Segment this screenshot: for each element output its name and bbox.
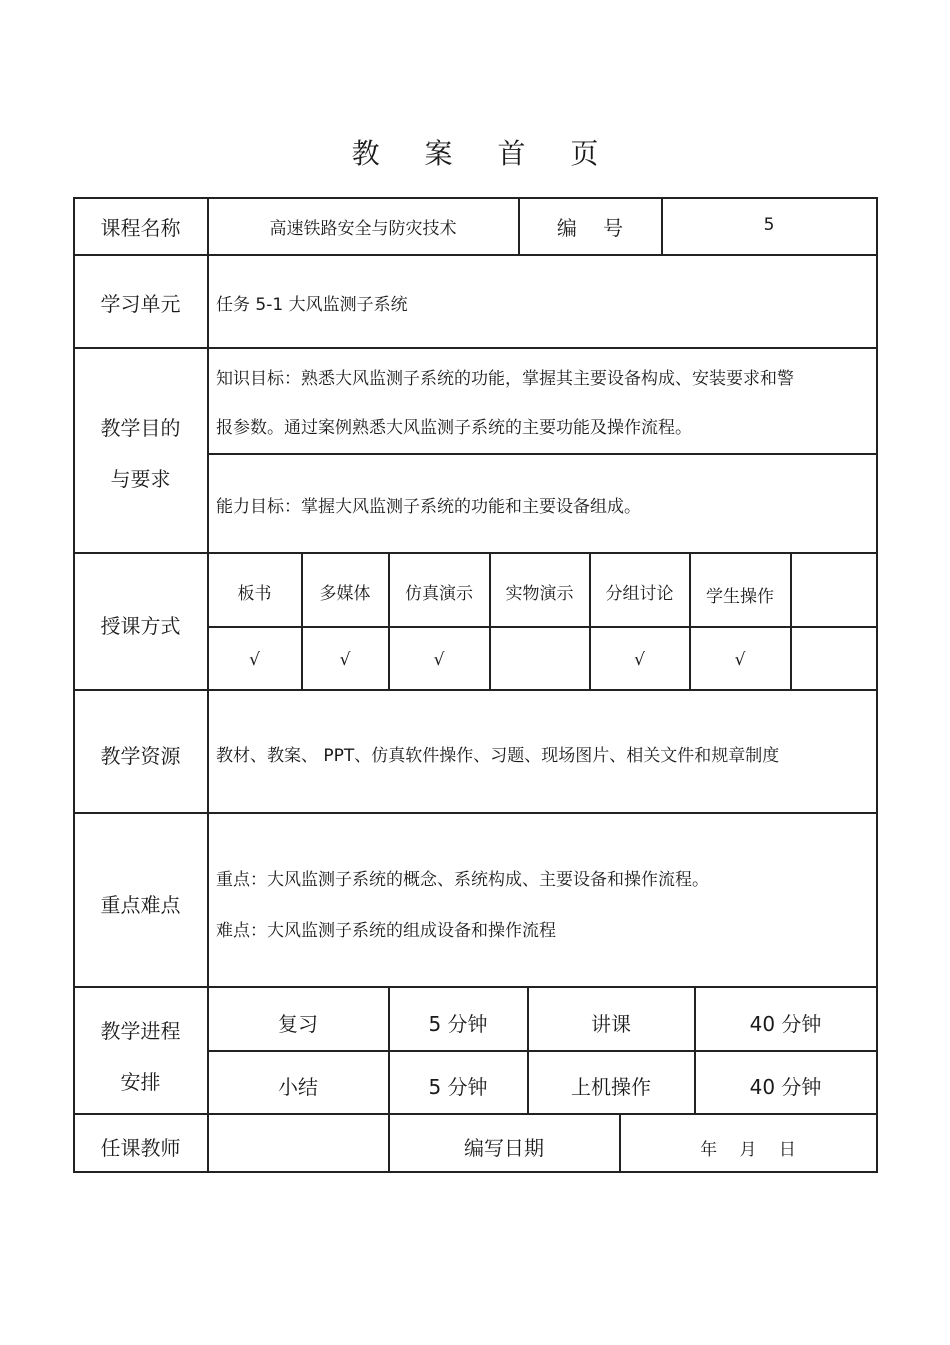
- page-title: 教 案 首 页: [351, 137, 617, 170]
- ability-objective: 能力目标：掌握大风监测子系统的功能和主要设备组成。: [216, 497, 641, 517]
- row-divider: [73, 812, 878, 814]
- course-name-label: 课程名称: [100, 216, 181, 240]
- row-divider: [207, 1050, 878, 1052]
- schedule-cell: 讲课: [591, 1012, 631, 1036]
- method-check: √: [634, 650, 645, 670]
- method-check: √: [433, 650, 445, 670]
- schedule-cell: 5 分钟: [428, 1012, 488, 1036]
- method-header: 学生操作: [706, 587, 774, 607]
- schedule-cell: 5 分钟: [428, 1075, 488, 1099]
- knowledge-objective-line2: 报参数。通过案例熟悉大风监测子系统的主要功能及操作流程。: [216, 418, 692, 438]
- difficult-point-text: 难点：大风监测子系统的组成设备和操作流程: [216, 921, 556, 941]
- method-header: 板书: [237, 584, 272, 604]
- key-point-text: 重点：大风监测子系统的概念、系统构成、主要设备和操作流程。: [216, 870, 709, 890]
- method-header: 多媒体: [319, 584, 371, 604]
- schedule-cell: 上机操作: [571, 1075, 651, 1099]
- study-unit-value: 任务 5-1 大风监测子系统: [216, 295, 408, 315]
- schedule-cell: 复习: [278, 1012, 318, 1036]
- objectives-label-2: 与要求: [110, 467, 171, 491]
- method-check: √: [734, 650, 746, 670]
- study-unit-label: 学习单元: [100, 292, 181, 316]
- objectives-label: 教学目的: [100, 416, 181, 440]
- date-label: 编写日期: [464, 1136, 544, 1160]
- course-number-value: 5: [763, 215, 775, 235]
- course-number-label: 编 号: [556, 216, 624, 240]
- teaching-resources-label: 教学资源: [100, 744, 181, 768]
- col-divider: [790, 552, 792, 690]
- date-value: 年 月 日: [700, 1140, 796, 1160]
- course-name-value: 高速铁路安全与防灾技术: [269, 219, 457, 239]
- method-header: 仿真演示: [405, 584, 473, 604]
- method-check: √: [249, 650, 260, 670]
- schedule-label-2: 安排: [120, 1070, 161, 1094]
- schedule-cell: 40 分钟: [749, 1075, 822, 1099]
- schedule-cell: 40 分钟: [749, 1012, 822, 1036]
- row-divider: [207, 626, 878, 628]
- table-border-bottom: [73, 1171, 878, 1173]
- teacher-label: 任课教师: [100, 1136, 181, 1160]
- row-divider: [207, 453, 878, 455]
- schedule-label: 教学进程: [100, 1019, 181, 1043]
- col-divider: [489, 552, 491, 690]
- method-check: √: [339, 650, 351, 670]
- teaching-methods-label: 授课方式: [100, 614, 181, 638]
- table-border-top: [73, 197, 878, 199]
- row-divider: [73, 552, 878, 554]
- schedule-cell: 小结: [278, 1075, 318, 1099]
- row-divider: [73, 689, 878, 691]
- method-header: 分组讨论: [605, 584, 674, 604]
- teaching-resources-value: 教材、教案、 PPT、仿真软件操作、习题、现场图片、相关文件和规章制度: [216, 746, 780, 766]
- row-divider: [73, 254, 878, 256]
- table-border-right: [876, 197, 878, 1172]
- row-divider: [73, 986, 878, 988]
- knowledge-objective-line1: 知识目标：熟悉大风监测子系统的功能，掌握其主要设备构成、安装要求和警: [216, 369, 794, 389]
- row-divider: [73, 347, 878, 349]
- row-divider: [73, 1113, 878, 1115]
- key-difficult-label: 重点难点: [100, 893, 181, 917]
- method-header: 实物演示: [505, 584, 574, 604]
